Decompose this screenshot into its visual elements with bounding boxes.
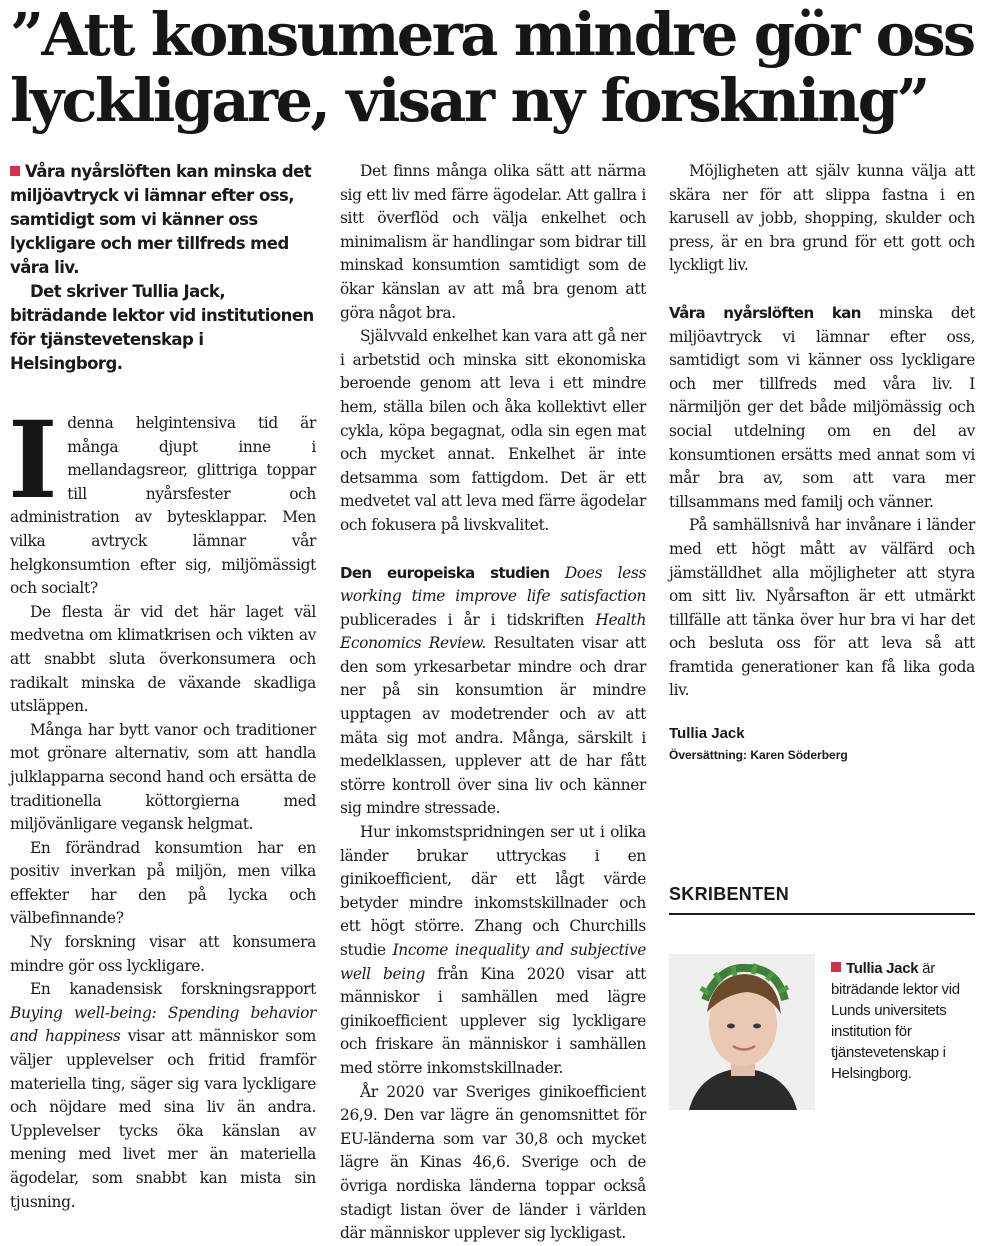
author-portrait [669,954,815,1110]
column-2 [340,160,646,1246]
headline: ”Att konsumera mindre gör oss lyckligare, visar ny forskning” [10,0,974,135]
paragraph: På samhällsnivå har invånare i länder med ett högt mått av välfärd och jämställdhet alla möjligheter att styra om sitt liv. Nyårsafton är ett utmärkt tillfälle att tänka över hur bra vi har det och besluta oss för att leva så att framtida generationer kan få lika goda liv. [669,516,975,700]
paragraph: En förändrad konsumtion har en positiv inverkan på miljön, men vilka effekter har den på lycka och välbefinnande? [10,838,316,928]
paragraph: Självvald enkelhet kan vara att gå ner i arbetstid och minska sitt ekonomiska beroende genom att leva i ett mindre hem, ställa bilen och åka kollektivt eller cykla, köpa begagnat, odla sin egen mat och mycket annat. Enkelhet är inte detsamma som fattigdom. Det är ett medvetet val att leva med färre ägodelar och fokusera på livskvalitet. [340,327,646,534]
paragraph: Det finns många olika sätt att närma sig ett liv med färre ägodelar. Att gallra i sitt överflöd och välja enkelhet och minimalism är handlingar som bidrar till minskad konsumtion samtidigt som de ökar känslan av att må bra genom att göra något bra. [340,162,646,322]
paragraph: Möjligheten att själv kunna välja att skära ner för att slippa fastna i en karusell av jobb, shopping, skulder och press, är en bra grund för ett gott och lyckligt liv. [669,162,975,275]
column-1 [10,160,316,1214]
paragraph: Idenna helgintensiva tid är många djupt inne i mellandagsreor, glittriga toppar till nyårsfester och administration av bytesklappar. Men vilka avtryck lämnar vår helgkonsumtion efter sig, miljömässigt och socialt? [8,397,316,598]
skribenten-heading: SKRIBENTEN [669,884,790,904]
study-title: Income inequality and subjective well being [340,941,646,983]
column-3 [669,160,975,762]
paragraph: Hur inkomstspridningen ser ut i olika länder brukar uttryckas i en ginikoefficient, där ett lågt värde betyder mindre inkomstskillnader och ett högt större. Zhang och Churchills studie Income inequality and subjective well being från Kina 2020 visar att människor i samhällen med lägre ginikoefficient upplever sig lyckligare och friskare än människor i samhällen med större inkomstskillnader. [340,823,646,1077]
paragraph: Ny forskning visar att konsumera mindre gör oss lyckligare. [10,933,316,975]
divider [669,913,975,915]
skribenten-box [669,884,975,915]
author-bio [831,958,981,1084]
report-title: Buying well-being: Spending behavior and happiness [10,1003,316,1046]
author-portrait-image [669,954,815,1110]
bio-name: Tullia Jack [846,960,919,977]
paragraph: En kanadensisk forskningsrapport Buying well-being: Spending behavior and happiness visar att människor som väljer upplevelser och fritid framför materiella ting, säger sig vara lyckligare och nöjdare med sina liv än andra. Upplevelser tycks öka känslan av mening med livet mer än materiella ägodelar, som snabbt kan mista sin tjusning. [10,980,316,1211]
drop-cap: I [8,397,58,522]
byline-author: Tullia Jack [669,725,745,743]
paragraph: Den europeiska studien Does less working time improve life satisfaction publicerades i år i tidskriften Health Economics Review. Resultaten visar att den som yrkesarbetar mindre och drar ner på sin konsumtion är mindre upptagen av modetrender och av att mäta sig mot andra. Många, särskilt i medelklassen, upplever att de har fått större kontroll över sina liv och känner sig mindre stressade. [340,563,647,818]
study-title: Does less working time improve life satisfaction [340,563,646,606]
body-text-col1 [8,397,316,1214]
paragraph: År 2020 var Sveriges ginikoefficient 26,9. Den var lägre än genomsnittet för EU-länderna som var 30,8 och mycket lägre än Kinas 46,6. Sverige och de övriga nordiska länderna toppar också stadigt listan över de länder i världen där människor upplever sig lyckligast. [340,1082,646,1243]
body-text-col2 [340,160,646,1246]
paragraph: De flesta är vid det här laget väl medvetna om klimatkrisen och vikten av att snabbt sluta överkonsumera och radikalt minska de växande skadliga utsläppen. [10,602,316,716]
translation-credit: Översättning: Karen Söderberg [669,748,848,763]
section-lead: Den europeiska studien [340,563,550,582]
body-text-col3 [669,160,975,703]
bio-text: är biträdande lektor vid Lunds universitets institution för tjänstevetenskap i Helsingborg. [831,960,960,1082]
ingress-2: Det skriver Tullia Jack, biträdande lektor vid institutionen för tjänstevetenskap i Helsingborg. [10,282,314,373]
square-bullet-icon [831,962,841,972]
section-lead: Våra nyårslöften kan [669,303,861,322]
paragraph: Många har bytt vanor och traditioner mot grönare alternativ, som att handla julklapparna second hand och ersätta de traditionella köttorgierna med miljövänligare vegansk helgmat. [10,720,316,834]
journal-title: Health Economics Review. [340,610,647,653]
ingress-1: Våra nyårslöften kan minska det miljöavtryck vi lämnar efter oss, samtidigt som vi känner oss lyckligare och mer tillfreds med våra liv. [10,162,312,277]
paragraph: Våra nyårslöften kan minska det miljöavtryck vi lämnar efter oss, samtidigt som vi känner oss lyckligare och mer tillfreds med våra liv. I närmiljön ger det både miljömässig och social utdelning om en del av konsumtionen ersätts med annat som vi mår bra av, som att vara mer tillsammans med familj och vänner. [669,303,975,511]
square-bullet-icon [10,166,20,176]
